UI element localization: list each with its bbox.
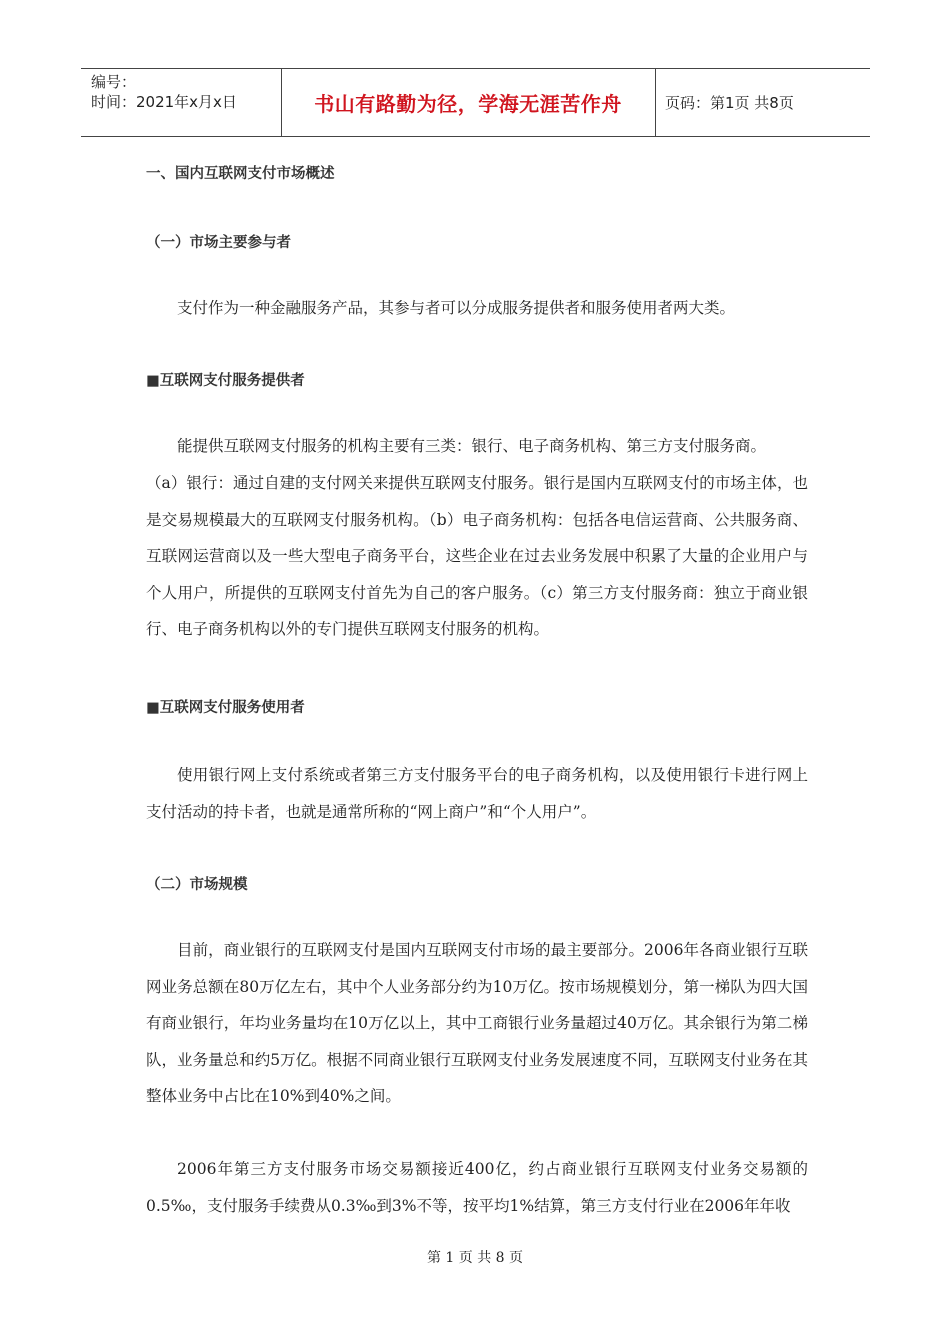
header-divider [281, 69, 282, 136]
paragraph: 支付作为一种金融服务产品，其参与者可以分成服务提供者和服务使用者两大类。 [177, 299, 736, 317]
paragraph: 能提供互联网支付服务的机构主要有三类：银行、电子商务机构、第三方支付服务商。 [177, 437, 767, 455]
paragraph: 2006年第三方支付服务市场交易额接近400亿，约占商业银行互联网支付业务交易额的0.5‰，支付服务手续费从0.3‰到3%不等，按平均1%结算，第三方支付行业在2006年年收 [146, 1160, 808, 1215]
subsection-heading: （二）市场规模 [146, 877, 248, 893]
header-meta [91, 72, 276, 112]
header-divider [655, 69, 656, 136]
document-date: 时间：2021年x月x日 [91, 93, 237, 111]
subsection-heading: （一）市场主要参与者 [146, 235, 291, 251]
section-heading: 一、国内互联网支付市场概述 [146, 166, 335, 182]
document-number-label: 编号： [91, 73, 137, 91]
header-page-number: 页码：第1页 共8页 [665, 94, 794, 112]
bullet-heading: ■互联网支付服务使用者 [146, 700, 305, 716]
paragraph: 使用银行网上支付系统或者第三方支付服务平台的电子商务机构，以及使用银行卡进行网上支付活动的持卡者，也就是通常所称的“网上商户”和“个人用户”。 [146, 766, 808, 821]
page-footer: 第 1 页 共 8 页 [426, 1250, 524, 1266]
bullet-heading: ■互联网支付服务提供者 [146, 373, 305, 389]
page-header-table [81, 68, 870, 137]
paragraph: 目前，商业银行的互联网支付是国内互联网支付市场的最主要部分。2006年各商业银行互联网业务总额在80万亿左右，其中个人业务部分约为10万亿。按市场规模划分，第一梯队为四大国有商业银行，年均业务量均在10万亿以上，其中工商银行业务量超过40万亿。其余银行为第二梯队，业务量总和约5万亿。根据不同商业银行互联网支付业务发展速度不同，互联网支付业务在其整体业务中占比在10%到40%之间。 [146, 941, 808, 1105]
paragraph: （a）银行：通过自建的支付网关来提供互联网支付服务。银行是国内互联网支付的市场主体，也是交易规模最大的互联网支付服务机构。（b）电子商务机构：包括各电信运营商、公共服务商、互联网运营商以及一些大型电子商务平台，这些企业在过去业务发展中积累了大量的企业用户与个人用户，所提供的互联网支付首先为自己的客户服务。（c）第三方支付服务商：独立于商业银行、电子商务机构以外的专门提供互联网支付服务的机构。 [146, 474, 808, 638]
header-motto: 书山有路勤为径，学海无涯苦作舟 [314, 92, 622, 116]
